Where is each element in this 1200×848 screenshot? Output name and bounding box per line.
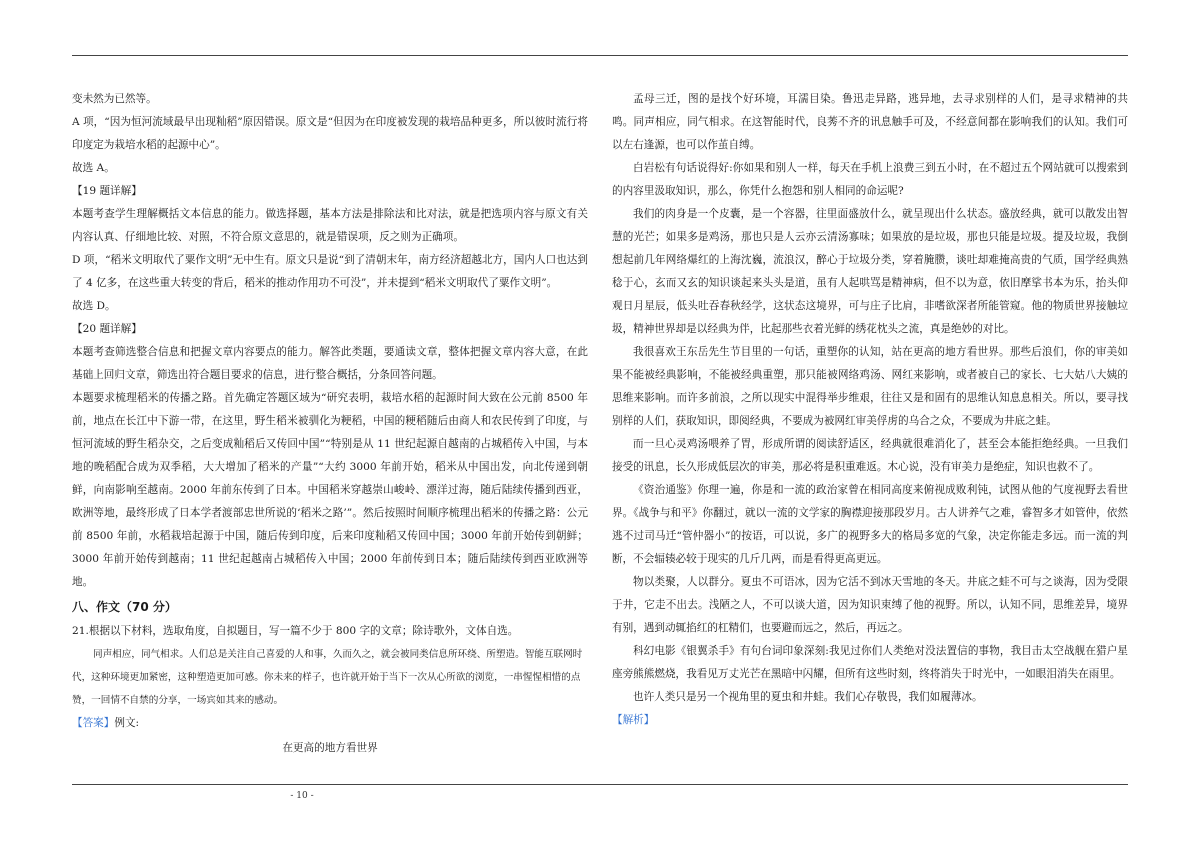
paragraph: 故选 D。 bbox=[72, 300, 116, 312]
left-column bbox=[72, 88, 588, 761]
paragraph: 孟母三迁，图的是找个好环境，耳濡目染。鲁迅走异路，逃异地，去寻求别样的人们，是寻求精神的共鸣。同声相应，同气相求。在这智能时代，良莠不齐的讯息触手可及，不经意间都在影响我们的认知。我们可以左右逢源，也可以作茧自缚。 bbox=[612, 93, 1128, 151]
paragraph: 变未然为已然等。 bbox=[72, 93, 157, 105]
essay-material: 同声相应，同气相求。人们总是关注自己喜爱的人和事，久而久之，就会被同类信息所环绕、所塑造。智能互联网时代，这种环境更加紧密，这种塑造更加可感。你未来的样子，也许就开始于当下一次从心所欲的浏览，一串惺惺相惜的点赞，一回情不自禁的分享，一场宾如其来的感动。 bbox=[72, 649, 583, 706]
top-rule bbox=[72, 55, 1128, 56]
paragraph: 故选 A。 bbox=[72, 162, 115, 174]
paragraph: 本题考查筛选整合信息和把握文章内容要点的能力。解答此类题，要通读文章，整体把握文章内容大意，在此基础上回归文章，筛选出符合题目要求的信息，进行整合概括，分条回答问题。 bbox=[72, 346, 588, 381]
paragraph: 而一旦心灵鸡汤喂养了胃，形成所谓的阅读舒适区，经典就很难消化了，甚至会本能拒绝经典。一旦我们接受的讯息，长久形成低层次的审美，那必将是积重难返。木心说，没有审美力是绝症，知识也救不了。 bbox=[612, 438, 1128, 473]
paragraph: 物以类聚，人以群分。夏虫不可语冰，因为它活不到冰天雪地的冬天。井底之蛙不可与之谈海，因为受限于井，它走不出去。浅陋之人，不可以谈大道，因为知识束缚了他的视野。所以，认知不同，思维差异，境界有别，遇到动辄掐红的杠精们，也要避而远之，然后，再远之。 bbox=[612, 576, 1128, 634]
paragraph: 本题要求梳理稻米的传播之路。首先确定答题区域为“研究表明，栽培水稻的起源时间大致在公元前 8500 年前，地点在长江中下游一带，在这里，野生稻米被驯化为粳稻，中国的粳稻随后由商人和农民传到了印度，与恒河流域的野生稻杂交，之后变成籼稻后又传回中国”“特别是从 11 世纪起源自越南的占城稻传入中国，与本地的晚稻配合成为双季稻，大大增加了稻米的产量”“大约 3000 年前开始，稻米从中国出发，向北传递到朝鲜，向南影响至越南。2000 年前东传到了日本。中国稻米穿越崇山峻岭、漂洋过海，随后陆续传播到西亚，欧洲等地，最终形成了日本学者渡部忠世所说的‘稻米之路’”。然后按照时间顺序梳理出稻米的传播之路：公元前 8500 年前，水稻栽培起源于中国，随后传到印度，后来印度籼稻又传回中国；3000 年前开始传到朝鲜；3000 年前开始传到越南；11 世纪起越南占城稻传入中国；2000 年前传到日本；随后陆续传到西亚欧洲等地。 bbox=[72, 392, 588, 588]
bottom-rule bbox=[72, 784, 1128, 785]
paragraph: 科幻电影《银翼杀手》有句台词印象深刻:我见过你们人类绝对没法置信的事物，我目击太空战舰在猎户星座旁熊熊燃烧，我看见万丈光芒在黑暗中闪耀，但所有这些时刻，终将消失于时光中，一如眼泪消失在雨里。 bbox=[612, 645, 1128, 680]
essay-title: 在更高的地方看世界 bbox=[282, 742, 378, 754]
right-column bbox=[612, 88, 1128, 732]
paragraph: D 项，“稻米文明取代了粟作文明”无中生有。原文只是说“到了清朝末年，南方经济超越北方，国内人口也达到了 4 亿多，在这些重大转变的背后，稻米的推动作用功不可没”，并未提到“稻米文明取代了粟作文明”。 bbox=[72, 254, 588, 289]
paragraph: 本题考查学生理解概括文本信息的能力。做选择题，基本方法是排除法和比对法，就是把选项内容与原文有关内容认真、仔细地比较、对照，不符合原文意思的，就是错误项，反之则为正确项。 bbox=[72, 208, 588, 243]
analysis-label: 【解析】 bbox=[612, 714, 655, 726]
answer-line bbox=[72, 712, 588, 735]
heading-19: 【19 题详解】 bbox=[72, 185, 142, 197]
section-title: 八、作文（70 分） bbox=[72, 600, 177, 614]
paragraph: 也许人类只是另一个视角里的夏虫和井蛙。我们心存敬畏，我们如履薄冰。 bbox=[633, 691, 983, 703]
page-number: - 10 - bbox=[290, 791, 314, 801]
paragraph: 《资治通鉴》你理一遍，你是和一流的政治家曾在相同高度来俯视成败利钝，试图从他的气度视野去看世界。《战争与和平》你翻过，就以一流的文学家的胸襟迎接那段岁月。古人讲养气之难，睿智多才如管仲，依然逃不过司马迁“管仲器小”的按语，可以说，多广的视野多大的格局多宽的气象，决定你能走多远。而一流的判断，不会辐辏必较于现实的几斤几两，而是看得更高更远。 bbox=[612, 484, 1128, 565]
heading-20: 【20 题详解】 bbox=[72, 323, 142, 335]
question-21: 21.根据以下材料，选取角度，自拟题目，写一篇不少于 800 字的文章；除诗歌外，文体自选。 bbox=[72, 625, 519, 637]
paragraph: A 项，“因为恒河流域最早出现籼稻”原因错误。原文是“但因为在印度被发现的栽培品种更多，所以彼时流行将印度定为栽培水稻的起源中心”。 bbox=[72, 116, 588, 151]
answer-text: 例文: bbox=[114, 717, 140, 729]
paragraph: 我很喜欢王东岳先生节目里的一句话，重塑你的认知，站在更高的地方看世界。那些后浪们，你的审美如果不能被经典影响，不能被经典重塑，那只能被网络鸡汤、网红来影响，或者被自己的家长、七大姑八大姨的思维来影响。而许多前浪，之所以现实中混得举步维艰，往往又是和固有的思维认知息息相关。所以，要寻找别样的人们，获取知识，即阅经典，不要成为被网红审美俘虏的乌合之众，不要成为井底之蛙。 bbox=[612, 346, 1128, 427]
paragraph: 我们的肉身是一个皮囊，是一个容器，往里面盛放什么，就呈现出什么状态。盛放经典，就可以散发出智慧的光芒；如果多是鸡汤，那也只是人云亦云清汤寡味；如果放的是垃圾，那也只能是垃圾。提及垃圾，我倒想起前几年网络爆红的上海沈巍，流浪汉，醉心于垃圾分类，穿着腌臜，谈吐却难掩高贵的气质，国学经典熟稔于心，玄而又玄的知识谈起来头头是道，虽有人起哄骂是精神病，但不以为意，依旧摩挲书本为乐，抬头仰观日月星辰，低头吐吞春秋经学，这状态这境界，可与庄子比肩，非嗜欲深者所能管窥。他的物质世界接触垃圾，精神世界却是以经典为伴，比起那些衣着光鲜的绣花枕头之流，真是绝妙的对比。 bbox=[612, 208, 1128, 335]
answer-label: 【答案】 bbox=[72, 717, 115, 729]
paragraph: 白岩松有句话说得好:你如果和别人一样，每天在手机上浪费三到五小时，在不超过五个网站就可以搜索到的内容里汲取知识，那么，你凭什么抱怨和别人相同的命运呢? bbox=[612, 162, 1128, 197]
